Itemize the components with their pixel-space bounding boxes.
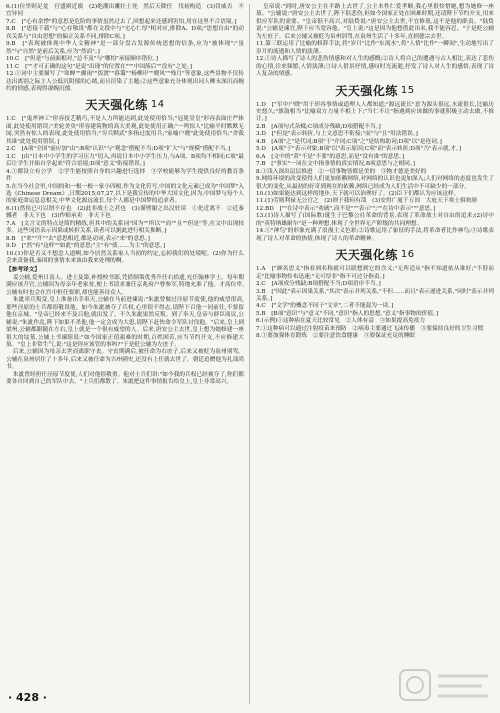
page-number: · 428 ·: [8, 691, 47, 704]
answer-item: 12.BD [""在诗中表示"劝诫",而不是"""表示"";""在诗中表示"""意思。]: [256, 205, 436, 212]
answer-item: 10.(1)你是否又不想念人道啊,如今居然关系家人当初的约定,忘掉我们的处境呢。(2)你为什么会来责备我,秦国的事情本来该由我来处理的啊。: [6, 250, 244, 265]
answer-item: 12.①诗人描写了诗人的悲伤情感和对人生的感慨;②诗人将自己的遭遇与古人相比,表达了悲伤的心情,往来频繁,人情淡薄;③诗人借景抒情,感叹时光流逝,抒发了诗人对人生的感悟,表现了诗人复杂的情感。: [256, 56, 494, 78]
answer-item: 9.D ["然"有"这样""如此"的意思;"主"有"使……为主"的意思。]: [6, 243, 166, 250]
answer-item: 6.(1)位卑则足羞 官盛则近谀 (2)绝潮出雕壮士死 然后天降任 伐初构造 (3)罚威否 不宜异同: [6, 4, 244, 18]
right-column: [256, 4, 494, 341]
answer-item: 7.C ["心有余悸"的意思是危险的事情虽然过去了,回想起来还感到害怕,用在这里不合语境。]: [6, 18, 237, 25]
answer-item: 8.B ["来""开""去"意思相近,都是动词,表示"来"的意思。]: [6, 235, 150, 242]
section-number: 14: [150, 99, 165, 111]
answer-item: 14.①"神鸟"的形象充满了浪漫主义色彩;②诗歌运用了象征的手法,将革命者比作神鸟;③诗歌表现了诗人对革命的热情,体现了诗人的革命精神。: [256, 228, 494, 242]
answer-item: 7.B ["事实"一词在文中指事情的真实情况,B项意思与之相同。]: [256, 161, 415, 168]
answer-item: 6.(示例)①这种病在夏天比较常见 ②人体有益 ③如果提高免疫力: [256, 318, 426, 325]
answer-item: 3.B ["因此"表示因果关系,"其次"表示并列关系,"不但……而且"表示递进关系,"同时"表示并列关系。]: [256, 288, 494, 302]
answer-item: 4.C ["文学"的概念不同于"文章",二者不能混为一谈。]: [256, 303, 394, 310]
section-title: 天天强化练: [335, 83, 398, 98]
section-number: 15: [400, 84, 415, 96]
answer-item: 1.C ["鬼斧神工"形容技艺精巧,不是人力所能达到,此处使用恰当;"冠冕堂皇"形容表面庄严体面,此处使用错误;"美轮美奂"形容建筑物的高大美观,此处使用正确;"一鸣惊人"比喻平时默默无闻,突然有惊人的表现,此处使用恰当;"穷兵黩武"多指过度用兵;"家喻户晓"此处使用恰当;"舍我其谁"此处使用错误。]: [6, 116, 244, 145]
left-column: [6, 4, 244, 387]
answer-item: 12.①词中主要描写了"寒蝉""骤雨""饭渡""暮霭""杨柳岸""晓风""残月"等意象,这些景物不仅传达出离别之际主人公低沉阴郁的心绪,而且渲染了主题;②这些意象充分体现出词人柳永深沉而婉约的情感,表现得凄婉沉郁。: [6, 71, 244, 92]
section-heading-16: [256, 248, 494, 262]
translation-paragraph: 朱泚率兵叛变,皇上准备出幸奉天,公辅在马前进谏说:"朱泚曾做过泾原节度使,他的威望很高,那些泾原的士兵都很敬畏他。如今朱泚被夺了兵权,心里很不得志,请陛下召他一同前往,不要留他在京城。"皇帝已经来不及召他,就出发了。不久朱泚果然反叛。到了奉天,皇帝与群臣商议,公辅说:"朱泚作乱,陛下如果不杀他,他一定会成为大患,请陛下赶快命令军队讨伐他。"后来,皇上到梁州,公辅都跟随在左右,皇上就是一个很有威望的人。后来,唐安公主去世,皇上想为她修建一座很大的坟墓,公辅上书谏阻说:"如今国家正值艰难的时期,百姓困苦,应当节约开支,不应修建大墓。"皇上非常生气,说:"这是你应该管的事吗?"于是贬公辅为左庶子。: [6, 297, 244, 349]
answer-item: 8.B ["思接千载"与"心存敬畏"都在文段中与"宅心仁厚"相对应,排除A、D项;"思想自由"的动宾关系与"自由思想"的偏正关系不同,排除C项。]: [6, 26, 244, 40]
answer-item: 8.①浅入深出层层推进 ②一切事物皆都是美的 ③物才德是美好的: [256, 168, 427, 175]
reference-translation-label: 【参考译文】: [6, 266, 41, 273]
answer-item: 5.D [A项"于"表示对象;B项"以"表示原因;C项"而"表示转折;D项"乃"表示就,才。]: [256, 146, 462, 153]
translation-paragraph: 皇帝说:"到时,唐安公主在半路上去世了,公主本性仁爱孝顺,我心里很怜惜她,想为她修一座墓。"公辅说:"唐安公主去世了,陛下很悲伤,但如今国家正处在困难时期,还请陛下节约开支,用来供应军队的需要。"皇帝很不高兴,对陆贽说:"唐安公主去世,不宜修墓,这不是他的职责。"陆贽说:"公辅是谏官,陛下应当宽容他。"皇上说:"这是因为他想借此出名,我不能容忍。"于是贬公辅为左庶子。后来公辅又被贬为泉州别驾,在泉州生活了十多年,直到德宗去世。: [256, 4, 494, 40]
section-title: 天天强化练: [85, 98, 148, 113]
column-divider: [249, 4, 250, 704]
section-title: 天天强化练: [335, 248, 398, 263]
answer-item: 1.D ["军中户晓"用于形容事情或道理人人都知道;"源远流长"意为源头很远,水流很长,比喻历史悠久;"旗鼓相当"比喻双方力量不相上下;"当仁不让"指遇到应该做的事就积极主动去做,不推让。]: [256, 101, 494, 123]
answer-item: 9.网络环境的改变使得人们更加依赖网络,对网络的认识也更加深入;人们对网络的态度也发生了很大的变化,从最初的好奇到现在的依赖,网络已经成为人们生活中不可缺少的一部分。: [256, 176, 494, 190]
translation-paragraph: 后来,公辅因为母亲去世而离职守丧。守丧期满后,被任命为右庶子,后来又被贬为泉州别驾。公辅在泉州居住了十多年,后来又被任命为吉州刺史,还没有上任就去世了。朝廷追赠他为礼部尚书。: [6, 349, 244, 371]
watermark-logo-icon: [398, 666, 494, 708]
answer-item: 11.第三联运用了比喻的修辞手法,将"岁月"比作"东流水",将"人情"比作"一瞬间",生动地写出了岁月的流逝和人情的淡薄。: [256, 41, 494, 55]
answer-item: 3.C [由"日本中小学生的学习压力"切入,再说日本中小学生压力,与A项、B项均不相同;C项"最后让学生开始自学起来"符合语境;D项"意义"衔接错误。]: [6, 153, 244, 168]
answer-item: 4.B [A项"之"是代词;B项"于"介词;C项"之"是结构助词;D项"以"是连词。]: [256, 138, 442, 145]
answer-item: 4.①都设立有公学 ②学生能按照自身的兴趣进行选择 ③学校能够为学生提供良好的教育条件: [6, 168, 244, 183]
answer-item: 11.C [""才可正确的这句"是说"出现"的位置在"""中国落后""没有"之处。]: [6, 63, 192, 70]
answer-item: 5.在当今社会里,中国的和一根一根一家小四根,作为文化符号,中国的文化元素已成为"中国梦"入选《Chinese Dream》,日期2015,07,27,以下是我宣传的中华大国文化,因为,中国梦与每个人的家庭命运息息相关,中华文化源远流长,每个人都是中国梦的追求者。: [6, 183, 244, 205]
translation-paragraph: 姜公辅,爱州日南人。进士及第,补授校书郎,凭借制策优秀升任右拾遗,充任翰林学士。每年期满应该升官,公辅因为母亲年老家贫,便上书请求兼任京兆府户曹参军,特地允准了他。才高位卑,公辅有时也会在宫中担任要职,却也能善待众人。: [6, 274, 244, 296]
answer-item: 9.B ["表现被体现中华人文精神"是一部分盘古发源传统思想的信条,应为"被体现";"虽然"与"自然"是前后关系,应为"然而"。]: [6, 41, 244, 55]
section-number: 16: [400, 249, 415, 261]
answer-item: 10.(1)如果能达到这样的地步,天下就可以治理好了。(2)臣下们都认为应该这样。: [256, 190, 460, 197]
translation-paragraph: 朱泚曾经担任泾原节度使,人们对他很敬重。他对士兵们讲:"如今我的兵权已经被夺了,你们都要各自回到自己的军队中去。"士兵们都散了。朱泚把这件事情报告给皇上,皇上非常高兴。: [6, 371, 244, 386]
answer-item: 2.C [A项"全国"前应加"由";B项"认识"与"观念"搭配不当;D项"扩大"与"规模"搭配不当。]: [6, 146, 231, 153]
section-heading-15: [256, 84, 494, 98]
answer-item: 1.A ["顾名思义"指看到名称就可以联想到它的含义;"无所适从"指不知道依从谁好;"不胫而走"比喻事物传布迅速;"无可厚非"指不可过分指责。]: [256, 266, 494, 280]
answer-item: 3.D ["但是"表示转折,与上文意思不衔接;"而"与"且"用法错误。]: [256, 131, 418, 138]
answer-item: 10.C ["但是"与前面相对,"总不及"与"哪怕"承接顺序错位。]: [6, 56, 158, 63]
answer-item: 2.B [A项句式杂糅;C项成分残缺;D项搭配不当。]: [256, 123, 381, 130]
answer-item: 6.A [文中的"莫"不是"不要"的意思,而是"没有谁"的意思。]: [256, 153, 405, 160]
answer-item: 7.A [文言文的特点是简约精练,但其中的关系词"因为""所以""而""且""但是"等,在文中出现较多。这些词语表示因果或转折关系,读者可以据此进行相关推断。]: [6, 220, 244, 235]
answer-item: 11.(1)劳则利禄无公官之 (2)则于我何有哉 (3)安得广厦千万间 大庇天下寒士俱欢颜: [256, 198, 477, 205]
answer-item: 13.(1)诗人描写了(国际歌)诞生于巴黎公社革命的背景,表现了革命战士对自由的追求;(2)诗中的"英特纳雄耐尔"是一种理想,体现了全世界无产阶级的共同理想。: [256, 213, 494, 227]
answer-item: 6.(1)然侯已可以谓不存也 (2)此非战士之甚也 (3)谨劈谢之出汉驻谈 ①化近离不 ②近秦骥者 非天下也 (3)作师承卖 非天下也: [6, 205, 244, 220]
answer-item: 7.①这种病可以通过注射疫苗来预防 ②病毒主要通过飞沫传播 ③要保持良好的卫生习惯: [256, 325, 484, 332]
answer-item: 8.①要加强体育锻炼 ②要注意饮食健康 ③要保证充足的睡眠: [256, 333, 415, 340]
answer-item: 5.B [B项"意识"与"意义"不同,"意识"指人的思想,"意义"指事物的价值。]: [256, 310, 439, 317]
section-heading-14: [6, 98, 244, 112]
answer-item: 2.C [A项成分残缺;B项搭配不当;D项语序不当。]: [256, 281, 381, 288]
